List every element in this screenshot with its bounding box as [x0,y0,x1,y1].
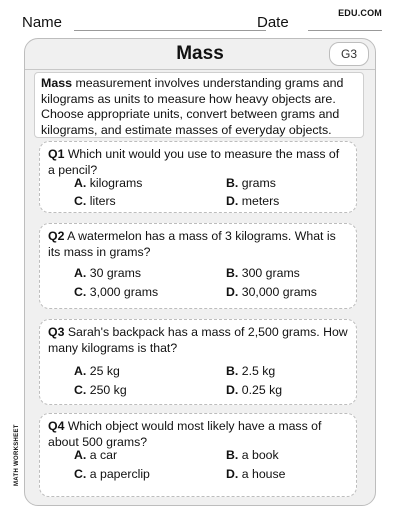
intro-text: measurement involves understanding grams and kilograms as units to measure how heavy objects are. Choose appropriate units, convert between grams and kilograms, and estimate masses of everyday objects. [41,76,344,137]
option-letter: B. [226,176,239,190]
option-text: a paperclip [89,467,150,481]
intro-box [34,72,364,138]
option-c[interactable] [74,194,116,208]
option-d[interactable] [226,467,286,481]
date-line[interactable] [308,30,382,31]
name-line[interactable] [74,30,266,31]
option-letter: C. [74,285,87,299]
option-c[interactable] [74,467,150,481]
option-text: a house [241,467,286,481]
option-text: 3,000 grams [89,285,159,299]
option-text: meters [241,194,280,208]
option-letter: C. [74,383,87,397]
option-d[interactable] [226,285,317,299]
option-text: 30,000 grams [241,285,317,299]
question-card-1 [39,141,357,213]
option-letter: C. [74,194,87,208]
question-text [48,419,348,450]
option-a[interactable] [74,448,117,462]
option-d[interactable] [226,383,282,397]
option-text: a car [89,448,118,462]
option-a[interactable] [74,176,142,190]
option-letter: A. [74,448,87,462]
name-label: Name [22,14,63,31]
question-card-2 [39,223,357,309]
option-text: 30 grams [89,266,141,280]
option-letter: C. [74,467,87,481]
title-divider [25,69,375,70]
question-prompt: A watermelon has a mass of 3 kilograms. What is its mass in grams? [48,229,336,259]
option-text: kilograms [89,176,143,190]
intro-keyword: Mass [41,76,72,90]
worksheet-title: Mass [176,43,224,64]
question-text [48,147,348,178]
option-c[interactable] [74,285,158,299]
option-text: 2.5 kg [241,364,276,378]
question-number: Q3 [48,325,65,339]
worksheet-panel [24,38,376,506]
option-letter: B. [226,448,239,462]
option-a[interactable] [74,266,141,280]
question-text [48,229,348,260]
option-letter: B. [226,266,239,280]
option-b[interactable] [226,176,276,190]
option-letter: B. [226,364,239,378]
question-prompt: Sarah's backpack has a mass of 2,500 grams. How many kilograms is that? [48,325,348,355]
option-b[interactable] [226,266,300,280]
option-text: 250 kg [89,383,127,397]
option-letter: D. [226,467,239,481]
question-card-3 [39,319,357,405]
option-text: 0.25 kg [241,383,283,397]
question-prompt: Which unit would you use to measure the mass of a pencil? [48,147,340,177]
worksheet-header [18,10,382,34]
option-b[interactable] [226,364,275,378]
brand-logo: EDU.COM [338,8,382,18]
question-number: Q4 [48,419,65,433]
option-text: grams [241,176,276,190]
option-letter: D. [226,285,239,299]
option-letter: D. [226,194,239,208]
question-text [48,325,348,356]
question-prompt: Which object would most likely have a mass of about 500 grams? [48,419,322,449]
option-letter: A. [74,266,87,280]
option-letter: A. [74,176,87,190]
option-text: 25 kg [89,364,120,378]
grade-badge: G3 [329,42,369,66]
question-number: Q1 [48,147,65,161]
option-d[interactable] [226,194,279,208]
option-letter: A. [74,364,87,378]
option-text: liters [89,194,116,208]
option-a[interactable] [74,364,120,378]
date-label: Date [257,14,289,31]
option-text: a book [241,448,279,462]
option-c[interactable] [74,383,127,397]
question-card-4 [39,413,357,497]
side-label: MATH WORKSHEET [14,424,20,486]
option-letter: D. [226,383,239,397]
option-text: 300 grams [241,266,300,280]
question-number: Q2 [48,229,65,243]
option-b[interactable] [226,448,279,462]
